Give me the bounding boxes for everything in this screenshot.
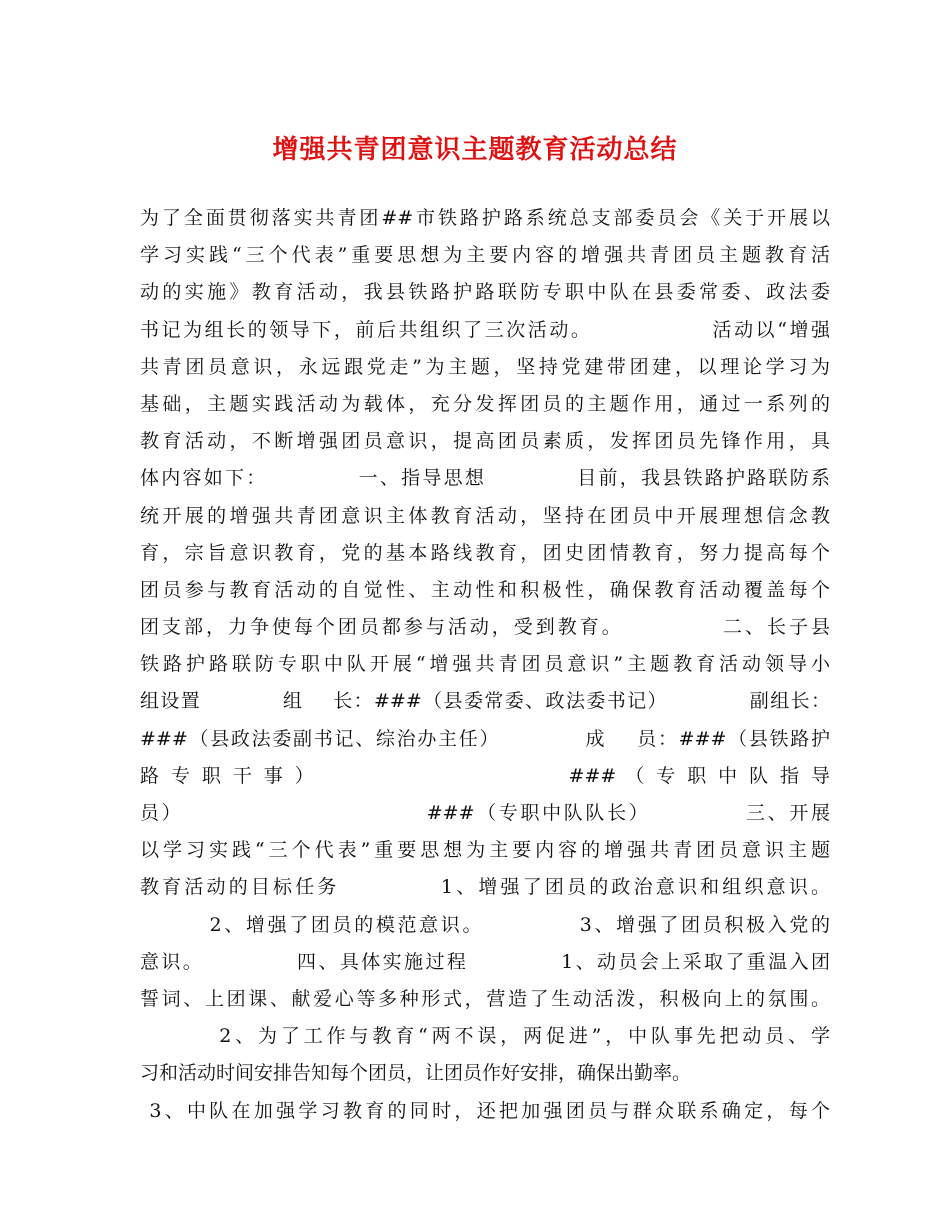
body-line: 体内容如下： 一、指导思想 目前，我县铁路护路联防系	[140, 467, 830, 490]
body-line: 2、增强了团员的模范意识。 3、增强了团员积极入党的	[140, 913, 830, 936]
body-line: 习和活动时间安排告知每个团员，让团员作好安排，确保出勤率。	[140, 1062, 692, 1085]
body-line: 以学习实践“三个代表”重要思想为主要内容的增强共青团员意识主题	[140, 839, 830, 862]
body-line: 学习实践“三个代表”重要思想为主要内容的增强共青团员主题教育活	[140, 244, 830, 267]
document-title: 增强共青团意识主题教育活动总结	[272, 135, 678, 165]
body-line: 2、为了工作与教育“两不误，两促进”，中队事先把动员、学	[140, 1025, 830, 1048]
body-line: 组设置 组 长：###（县委常委、政法委书记） 副组长：	[140, 690, 830, 713]
body-line: 书记为组长的领导下，前后共组织了三次活动。 活动以“增强	[140, 318, 830, 341]
body-line: 路 专 职 干 事 ） ### （ 专 职 中 队 指 导	[140, 764, 830, 787]
body-line: 教育活动，不断增强团员意识，提高团员素质，发挥团员先锋作用，具	[140, 430, 830, 453]
body-line: 基础，主题实践活动为载体，充分发挥团员的主题作用，通过一系列的	[140, 392, 830, 415]
body-line: 统开展的增强共青团意识主体教育活动，坚持在团员中开展理想信念教	[140, 504, 830, 527]
document-body	[140, 200, 830, 1130]
body-line: 教育活动的目标任务 1、增强了团员的政治意识和组织意识。	[140, 876, 830, 899]
body-line: 3、中队在加强学习教育的同时，还把加强团员与群众联系确定，每个	[140, 1099, 830, 1122]
body-line: 育，宗旨意识教育，党的基本路线教育，团史团情教育，努力提高每个	[140, 541, 830, 564]
body-line: 动的实施》教育活动，我县铁路护路联防专职中队在县委常委、政法委	[140, 281, 830, 304]
body-line: 为了全面贯彻落实共青团##市铁路护路系统总支部委员会《关于开展以	[140, 207, 830, 229]
body-line: 共青团员意识，永远跟党走”为主题，坚持党建带团建，以理论学习为	[140, 355, 830, 378]
body-line: 誓词、上团课、献爱心等多种形式，营造了生动活泼，积极向上的氛围。	[140, 987, 830, 1010]
body-line: 意识。 四、具体实施过程 1、动员会上采取了重温入团	[140, 950, 830, 973]
body-line: 团支部，力争使每个团员都参与活动，受到教育。 二、长子县	[140, 616, 830, 639]
body-line: ###（县政法委副书记、综治办主任） 成 员：###（县铁路护	[140, 727, 830, 750]
body-line: 团员参与教育活动的自觉性、主动性和积极性，确保教育活动覆盖每个	[140, 578, 830, 601]
body-line: 员） ###（专职中队队长） 三、开展	[140, 802, 830, 824]
body-line: 铁路护路联防专职中队开展“增强共青团员意识”主题教育活动领导小	[140, 653, 830, 676]
